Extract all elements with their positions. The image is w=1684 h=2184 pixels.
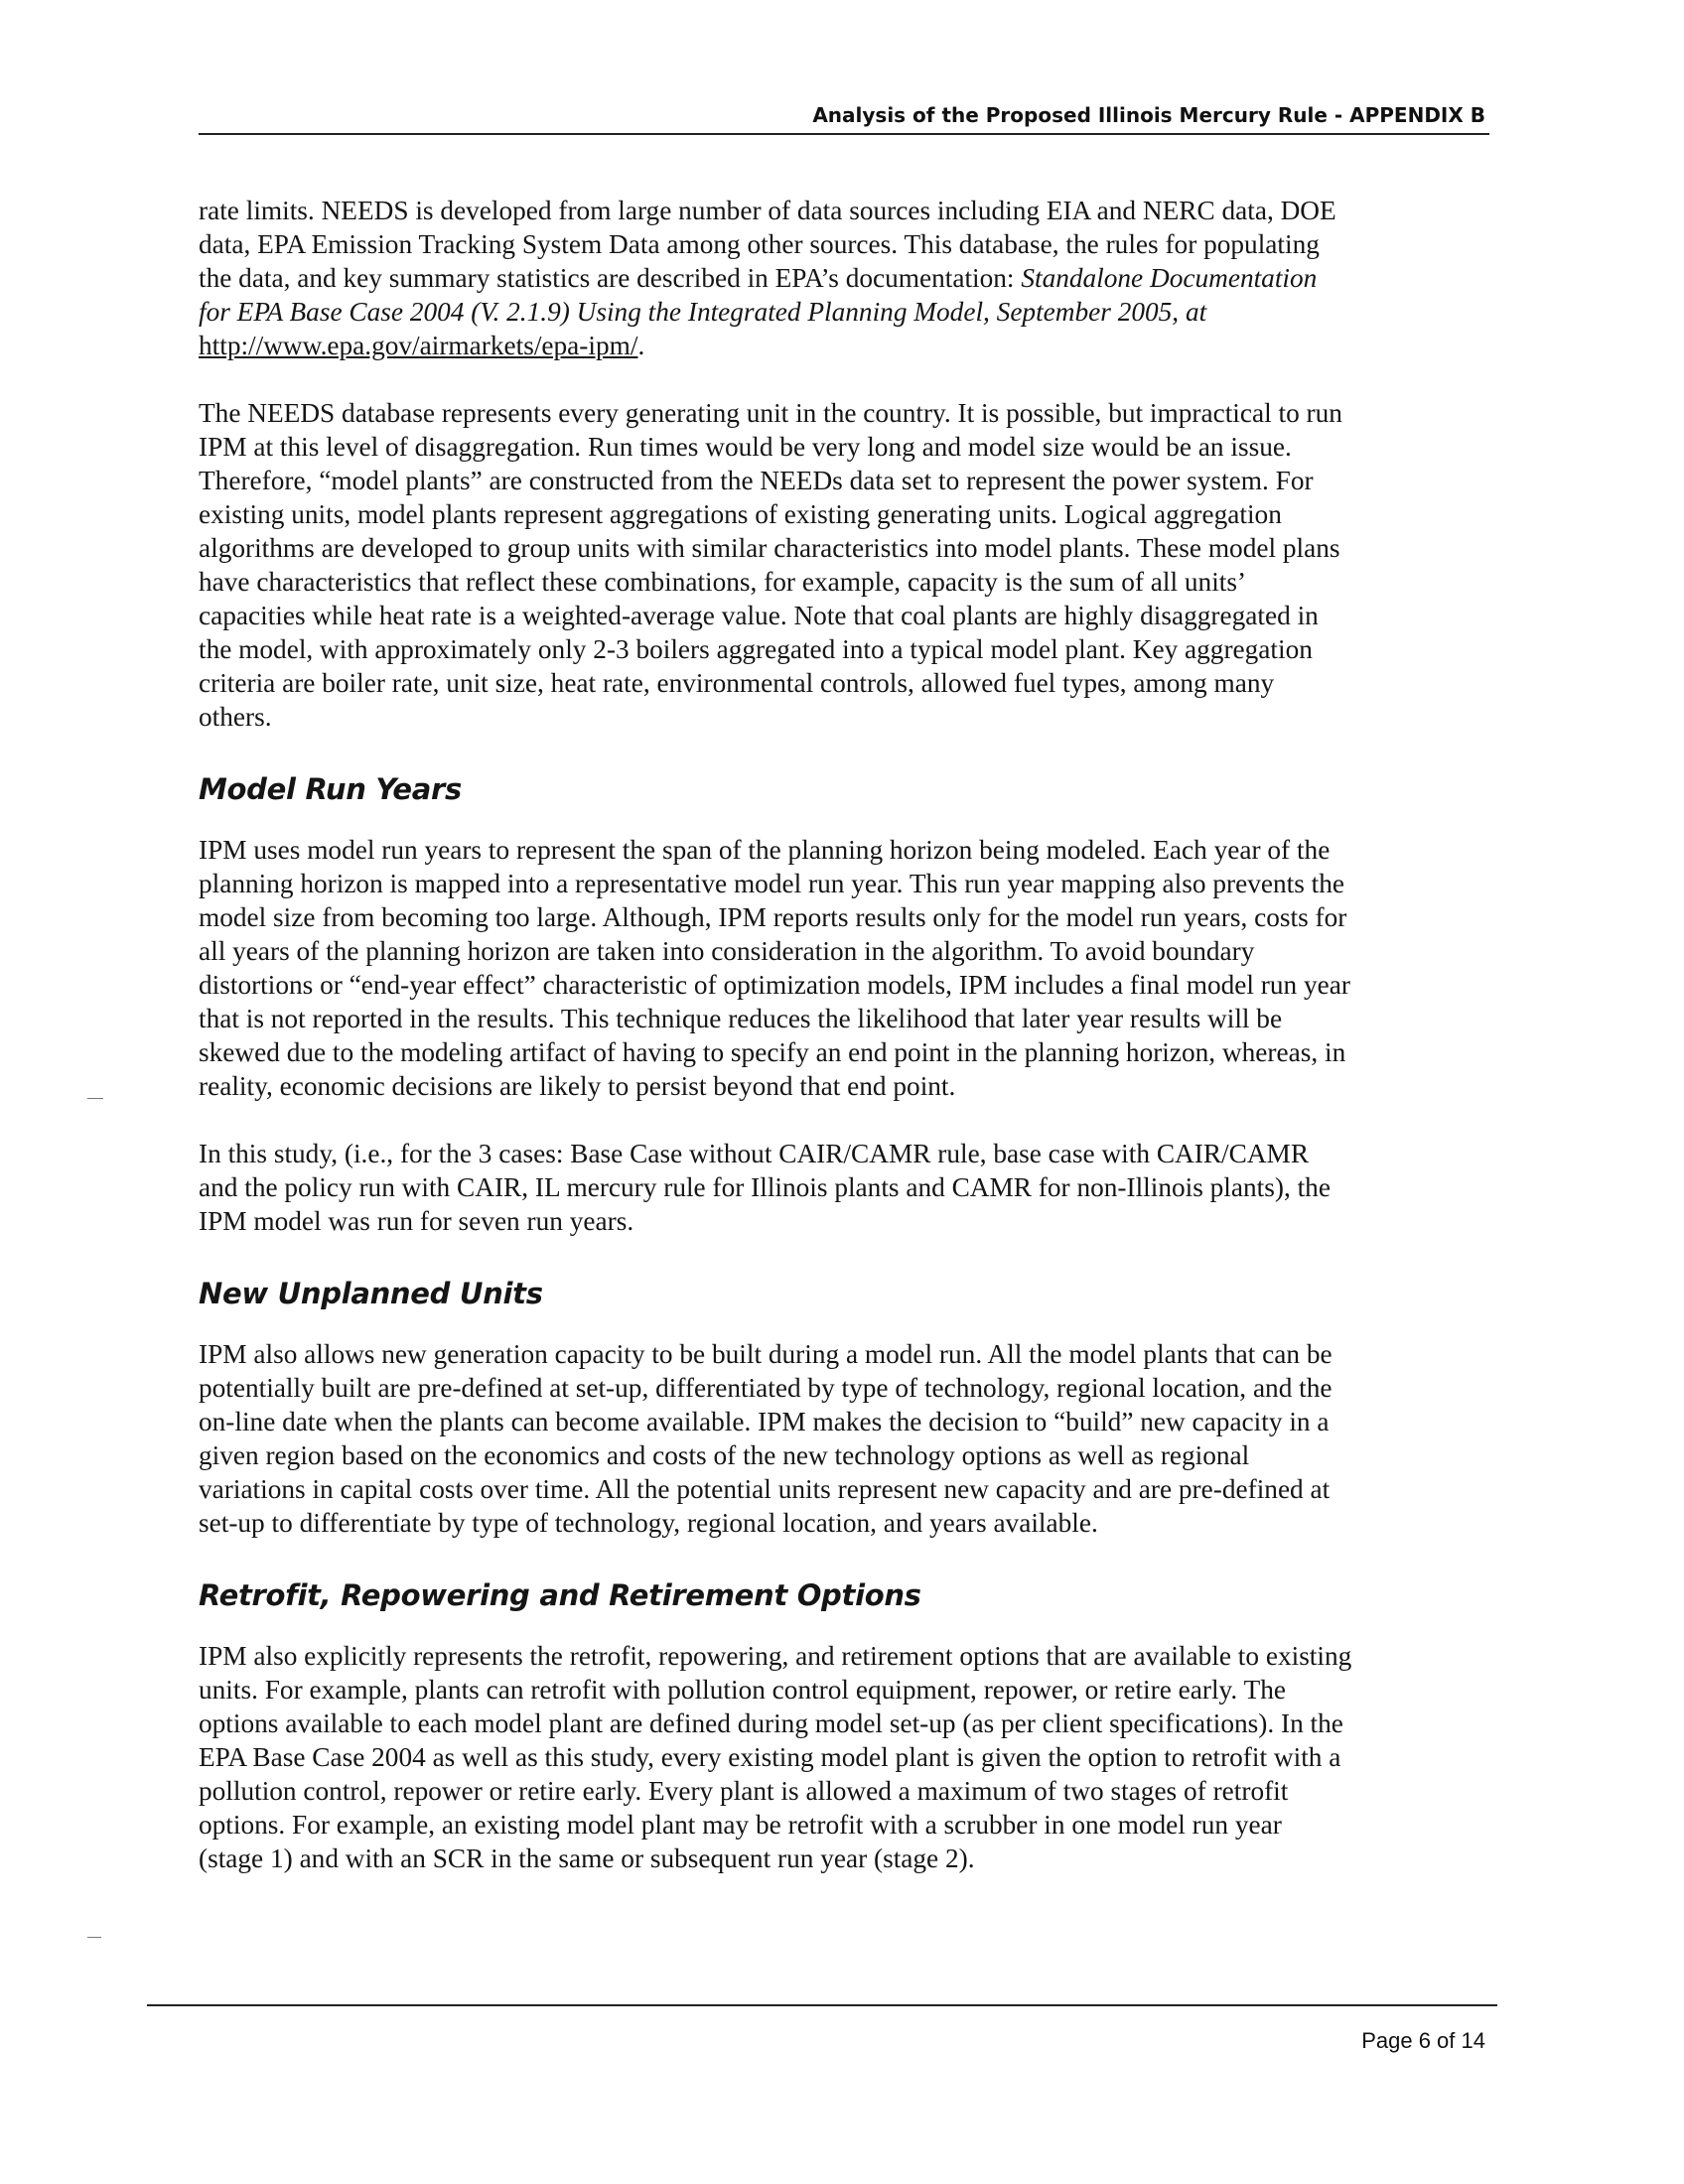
heading-new-unplanned-units: New Unplanned Units xyxy=(199,1277,543,1310)
scan-mark xyxy=(87,1098,103,1099)
retrofit-options-paragraph: IPM also explicitly represents the retrofit, repowering, and retirement options that are available to existing units. For example, plants can retrofit with pollution control equipment, repower, or retire early. The options available to each model plant are defined during model set-up (as per client specifications). In the EPA Base Case 2004 as well as this study, every existing model plant is given the option to retrofit with a pollution control, repower or retire early. Every plant is allowed a maximum of two stages of retrofit options. For example, an existing model plant may be retrofit with a scrubber in one model run year (stage 1) and with an SCR in the same or subsequent run year (stage 2). xyxy=(199,1641,1352,1873)
running-header: Analysis of the Proposed Illinois Mercury Rule - APPENDIX B xyxy=(812,103,1485,127)
epa-ipm-link[interactable]: http://www.epa.gov/airmarkets/epa-ipm/ xyxy=(199,331,638,360)
header-rule xyxy=(199,133,1489,135)
scan-mark xyxy=(87,1937,101,1938)
model-run-years-paragraph-2: In this study, (i.e., for the 3 cases: Base Case without CAIR/CAMR rule, base case with CAIR/CAMR and the policy run with CAIR, IL mercury rule for Illinois plants and CAMR for non-Illinois plants), the IPM model was run for seven run years. xyxy=(199,1139,1331,1236)
intro-text: rate limits. NEEDS is developed from large number of data sources including EIA and NERC data, DOE data, EPA Emission Tracking System Data among other sources. This database, the rules for populating the data, and key summary statistics are described in EPA’s documentation: xyxy=(199,196,1336,293)
intro-end: . xyxy=(637,331,645,360)
new-unplanned-units-paragraph: IPM also allows new generation capacity to be built during a model run. All the model plants that can be potentially built are pre-defined at set-up, differentiated by type of technology, regional location, and the on-line date when the plants can become available. IPM makes the decision to “build” new capacity in a given region based on the economics and costs of the new technology options as well as regional variations in capital costs over time. All the potential units represent new capacity and are pre-defined at set-up to differentiate by type of technology, regional location, and years available. xyxy=(199,1339,1333,1538)
intro-paragraph xyxy=(199,194,1501,362)
footer-rule xyxy=(147,2004,1497,2006)
citation-title: Standalone Documentation for EPA Base Case 2004 (V. 2.1.9) Using the Integrated Planning Model, September 2005, at xyxy=(199,263,1318,327)
model-run-years-paragraph-1: IPM uses model run years to represent the span of the planning horizon being modeled. Each year of the planning horizon is mapped into a representative model run year. This run year mapping also prevents the model size from becoming too large. Although, IPM reports results only for the model run years, costs for all years of the planning horizon are taken into consideration in the algorithm. To avoid boundary distortions or “end-year effect” characteristic of optimization models, IPM includes a final model run year that is not reported in the results. This technique reduces the likelihood that later year results will be skewed due to the modeling artifact of having to specify an end point in the planning horizon, whereas, in reality, economic decisions are likely to persist beyond that end point. xyxy=(199,835,1350,1101)
heading-model-run-years: Model Run Years xyxy=(199,772,462,806)
page-number: Page 6 of 14 xyxy=(1361,2028,1485,2053)
needs-paragraph: The NEEDS database represents every generating unit in the country. It is possible, but impractical to run IPM at this level of disaggregation. Run times would be very long and model size would be an issue. Therefore, “model plants” are constructed from the NEEDs data set to represent the power system. For existing units, model plants represent aggregations of existing generating units. Logical aggregation algorithms are developed to group units with similar characteristics into model plants. These model plans have characteristics that reflect these combinations, for example, capacity is the sum of all units’ capacities while heat rate is a weighted-average value. Note that coal plants are highly disaggregated in the model, with approximately only 2-3 boilers aggregated into a typical model plant. Key aggregation criteria are boiler rate, unit size, heat rate, environmental controls, allowed fuel types, among many others. xyxy=(199,398,1342,732)
body-content xyxy=(199,194,1501,1875)
heading-retrofit-options: Retrofit, Repowering and Retirement Options xyxy=(199,1578,921,1612)
